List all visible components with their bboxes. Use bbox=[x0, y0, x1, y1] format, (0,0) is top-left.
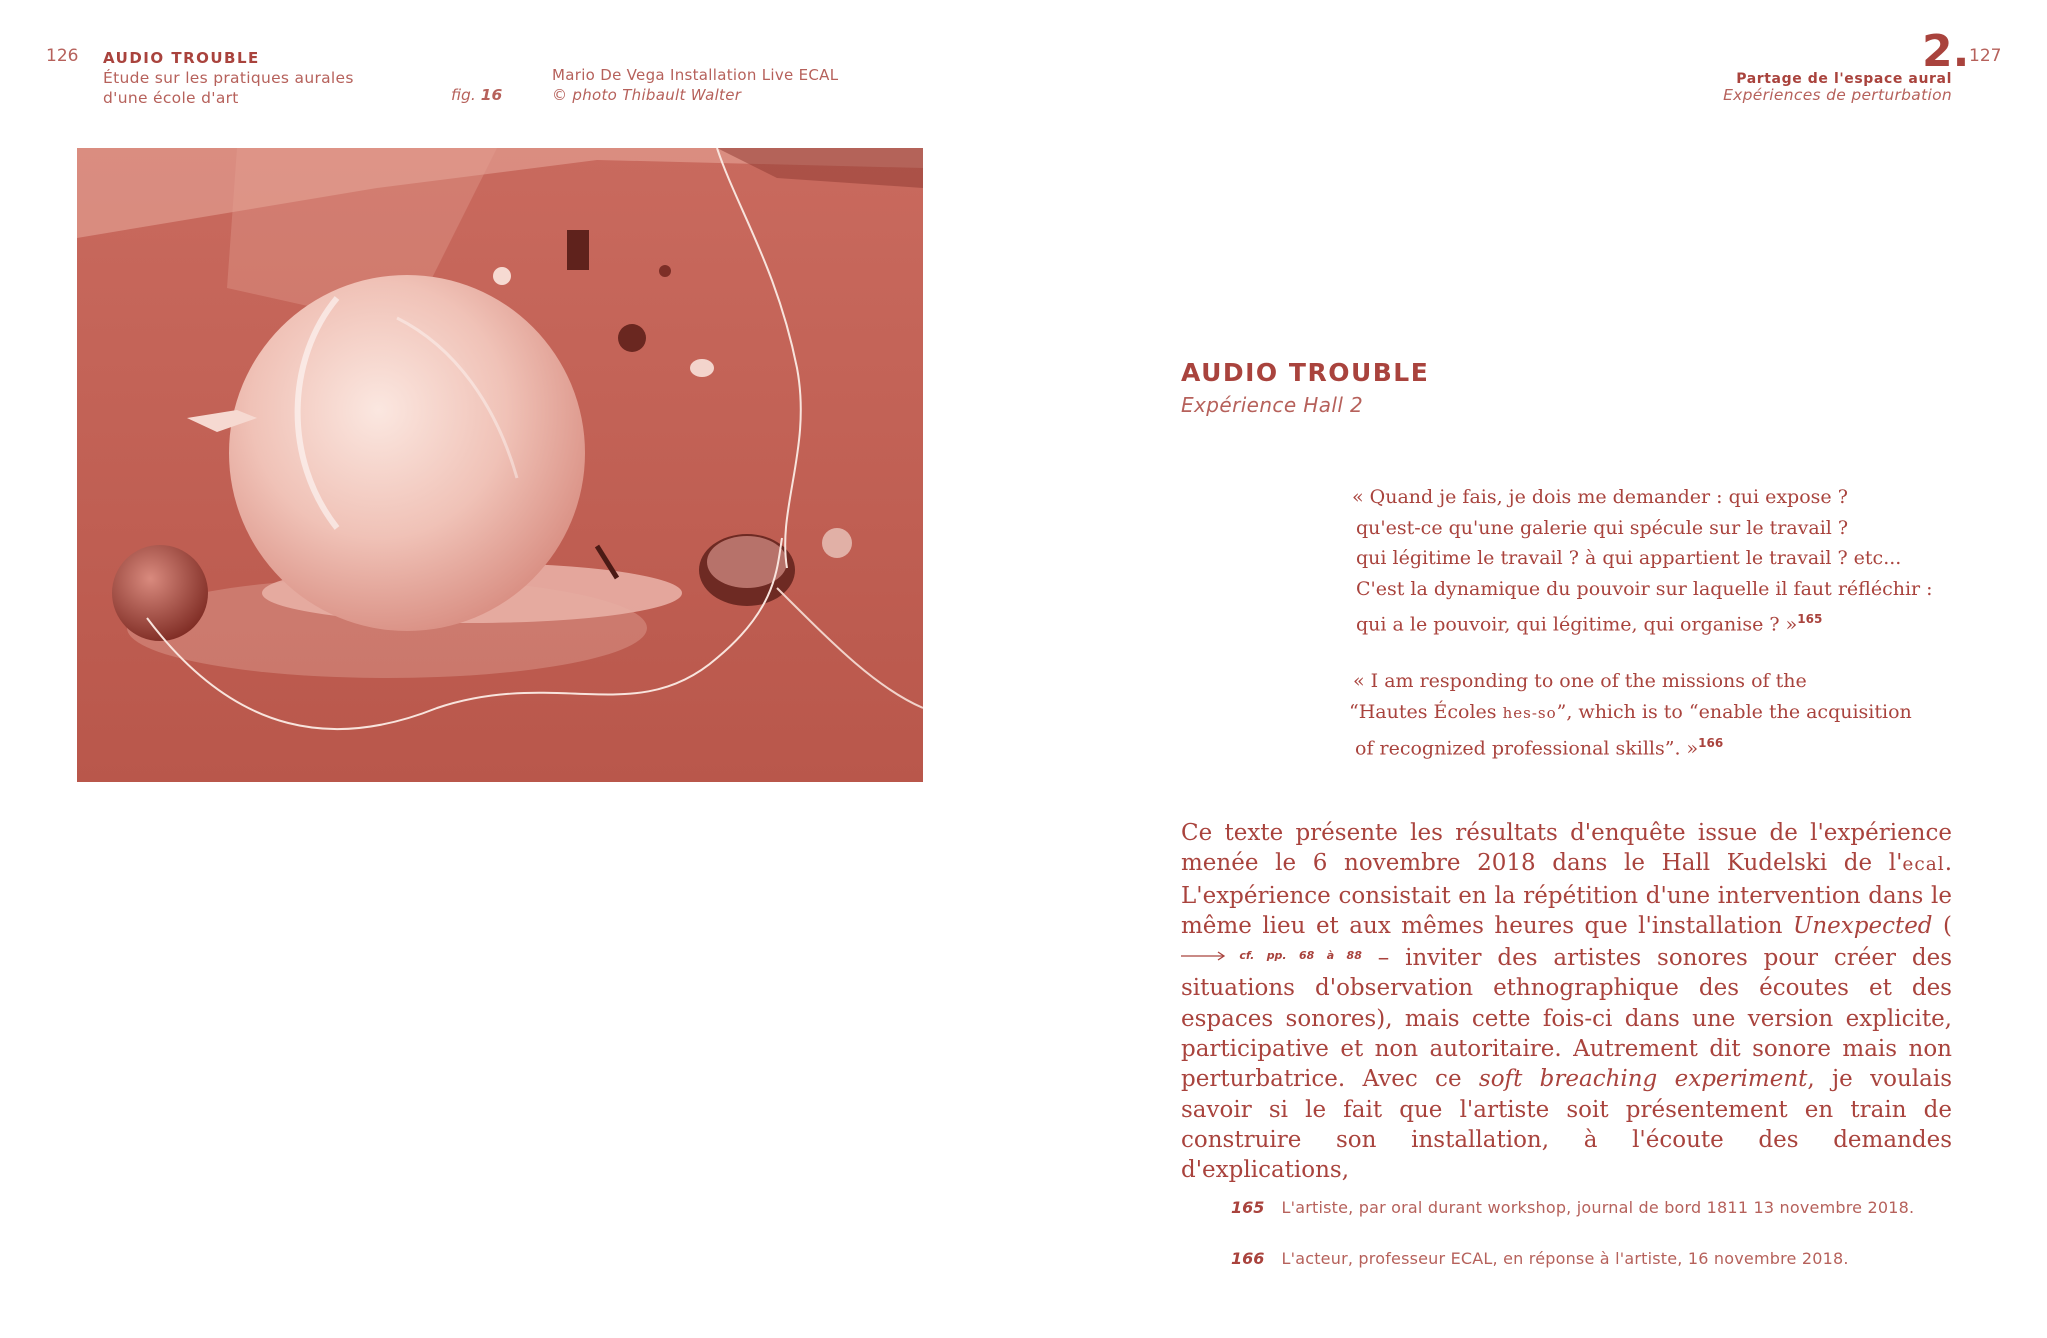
apple bbox=[112, 545, 208, 641]
quote2-line3-text: of recognized professional skills”. » bbox=[1355, 737, 1699, 760]
figure-label-number: 16 bbox=[480, 86, 503, 104]
section-title: AUDIO TROUBLE bbox=[1181, 358, 1430, 387]
balloon-knot bbox=[493, 267, 511, 285]
quote1-line: C'est la dynamique du pouvoir sur laquelle il faut réfléchir : bbox=[1356, 577, 1933, 600]
running-head-title: AUDIO TROUBLE bbox=[103, 49, 260, 67]
arrow-right-icon bbox=[1181, 951, 1227, 961]
quote2-line2-b: ”, which is to “enable the acquisition bbox=[1556, 700, 1912, 723]
quote2-line1: « I am responding to one of the missions of the bbox=[1353, 670, 1807, 692]
figure-caption bbox=[552, 65, 838, 105]
quote1-line: « Quand je fais, je dois me demander : qui expose ? bbox=[1352, 486, 1848, 508]
right-folio: 127 bbox=[1969, 46, 2002, 66]
footnote-ref-166: 166 bbox=[1698, 736, 1724, 750]
small-box bbox=[567, 230, 589, 270]
footnote-ref-165: 165 bbox=[1797, 612, 1823, 626]
quote1-line: qu'est-ce qu'une galerie qui spécule sur le travail ? bbox=[1356, 516, 1849, 539]
figure-label-prefix: fig. bbox=[451, 86, 476, 104]
figure-caption-credit: © photo Thibault Walter bbox=[552, 86, 742, 104]
quote2-line2 bbox=[1349, 697, 1912, 729]
body-soft-breaching: soft breaching experiment bbox=[1478, 1066, 1808, 1093]
chapter-number: 2. bbox=[1922, 26, 1970, 77]
small-bulb bbox=[822, 528, 852, 558]
cable-cluster bbox=[618, 324, 646, 352]
chapter-title: Partage de l'espace aural bbox=[1736, 71, 1952, 87]
footnote-number: 166 bbox=[1231, 1249, 1265, 1268]
running-head-subtitle-line2: d'une école d'art bbox=[103, 89, 239, 107]
body-unexpected: Unexpected bbox=[1792, 912, 1933, 939]
epigraph-quote-2 bbox=[1349, 666, 1912, 764]
chapter-subtitle: Expériences de perturbation bbox=[1723, 86, 1952, 104]
quote2-hes-so: hes-so bbox=[1502, 703, 1557, 722]
body-paragraph bbox=[1181, 818, 1952, 1186]
footnote-165 bbox=[1231, 1198, 1914, 1217]
figure-caption-line1: Mario De Vega Installation Live ECAL bbox=[552, 66, 839, 84]
body-text-4: – inviter des artistes sonores pour créer des situations d'observation ethnographique des écoutes et des espaces sonores), mais cette fois-ci dans une version explicite, participative et non autoritaire. Autrement dit sonore mais non perturbatrice. Avec ce bbox=[1181, 945, 1952, 1093]
body-text-3: ( bbox=[1932, 912, 1952, 939]
quote1-line-last bbox=[1352, 604, 1933, 640]
running-head-subtitle-line1: Étude sur les pratiques aurales bbox=[103, 69, 354, 87]
quote1-line-text: qui a le pouvoir, qui légitime, qui organise ? » bbox=[1356, 613, 1798, 636]
body-ecal: ecal bbox=[1902, 854, 1945, 876]
cross-reference[interactable] bbox=[1181, 949, 1362, 962]
left-folio: 126 bbox=[46, 46, 79, 66]
quote1-line: qui légitime le travail ? à qui appartient le travail ? etc... bbox=[1356, 547, 1902, 569]
small-knob bbox=[659, 265, 671, 277]
speaker-device-top bbox=[707, 536, 787, 588]
footnote-text: L'acteur, professeur ECAL, en réponse à l'artiste, 16 novembre 2018. bbox=[1281, 1249, 1849, 1268]
figure-label bbox=[451, 86, 502, 104]
body-text-5: , je voulais savoir si le fait que l'artiste soit présentement en train de construire son installation, à l'écoute des demandes d'explications, bbox=[1181, 1066, 1952, 1184]
quote2-line3 bbox=[1349, 728, 1912, 764]
footnote-text: L'artiste, par oral durant workshop, journal de bord 1811 13 novembre 2018. bbox=[1281, 1198, 1915, 1217]
body-text-1: Ce texte présente les résultats d'enquête issue de l'expérience menée le 6 novembre 2018 dans le Hall Kudelski de l' bbox=[1181, 820, 1952, 877]
balloon bbox=[229, 275, 585, 631]
installation-photo bbox=[77, 148, 923, 782]
epigraph-quote-1 bbox=[1352, 482, 1933, 640]
body-text-2: . L'expérience consistait en la répétition d'une intervention dans le même lieu et aux mêmes heures que l'installation bbox=[1181, 850, 1952, 939]
cross-reference-text: cf. pp. 68 à 88 bbox=[1239, 949, 1362, 963]
installation-photo-image bbox=[77, 148, 923, 782]
running-head-subtitle bbox=[103, 68, 354, 108]
quote2-line2-a: “Hautes Écoles bbox=[1349, 700, 1497, 723]
section-subtitle: Expérience Hall 2 bbox=[1181, 393, 1364, 417]
small-shell bbox=[690, 359, 714, 377]
footnote-166 bbox=[1231, 1249, 1849, 1268]
footnote-number: 165 bbox=[1231, 1198, 1265, 1217]
